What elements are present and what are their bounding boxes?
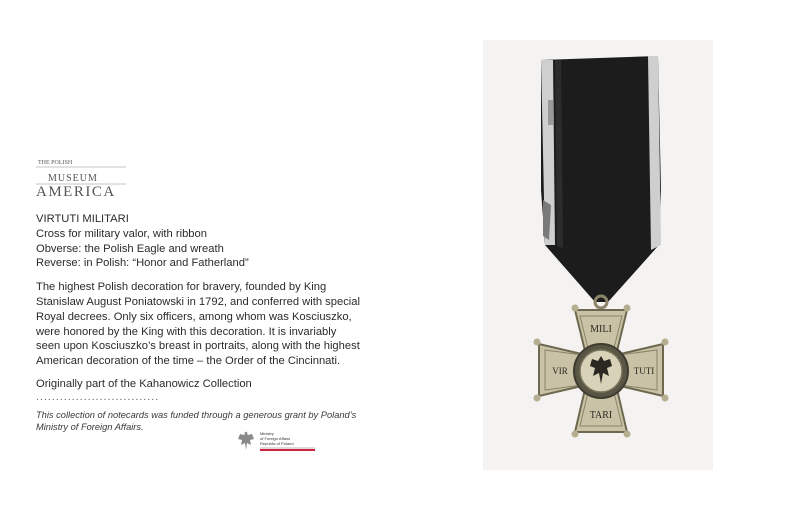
eagle-icon xyxy=(236,430,256,452)
description-paragraph: The highest Polish decoration for bravery, founded by King Stanislaw August Poniatowski in 1792, and conferred with special Royal decrees. Only six officers, among whom was Kosciuszko, were honored by the King with this decoration. It is invariably seen upon Kosciuszko’s breast in portraits, along with the highest American decoration of the time – the Order of the Cincinnati. xyxy=(36,281,361,368)
inscription-top: MILI xyxy=(590,324,612,335)
funding-note: This collection of notecards was funded through a generous grant by Poland’s Ministry of Foreign Affairs. xyxy=(36,409,357,433)
logo-line-2: MUSEUM xyxy=(48,173,98,184)
inscription-right: TUTI xyxy=(633,366,655,376)
polish-museum-logo xyxy=(36,150,128,200)
ministry-line-1: Ministry xyxy=(260,431,274,436)
caption-text xyxy=(36,212,361,434)
ministry-logo xyxy=(236,430,318,454)
ministry-line-3: Republic of Poland xyxy=(260,441,294,446)
subtitle-line-1: Cross for military valor, with ribbon xyxy=(36,227,207,240)
subtitle-line-3: Reverse: in Polish: “Honor and Fatherland” xyxy=(36,257,249,270)
inscription-left: VIR xyxy=(552,366,568,376)
flag-red-stripe xyxy=(260,449,315,451)
virtuti-militari-cross xyxy=(534,305,669,438)
ministry-line-2: of Foreign Affairs xyxy=(260,436,291,441)
dotted-divider: ............................... xyxy=(36,392,160,403)
origin-note: Originally part of the Kahanowicz Collection xyxy=(36,377,252,390)
inscription-bottom: TARI xyxy=(589,410,613,421)
medal-photo xyxy=(483,40,713,470)
ribbon xyxy=(541,56,661,302)
logo-line-3: AMERICA xyxy=(36,184,116,200)
medal-title: VIRTUTI MILITARI xyxy=(36,213,129,225)
subtitle-line-2: Obverse: the Polish Eagle and wreath xyxy=(36,242,224,255)
logo-line-1: THE POLISH xyxy=(38,160,73,166)
